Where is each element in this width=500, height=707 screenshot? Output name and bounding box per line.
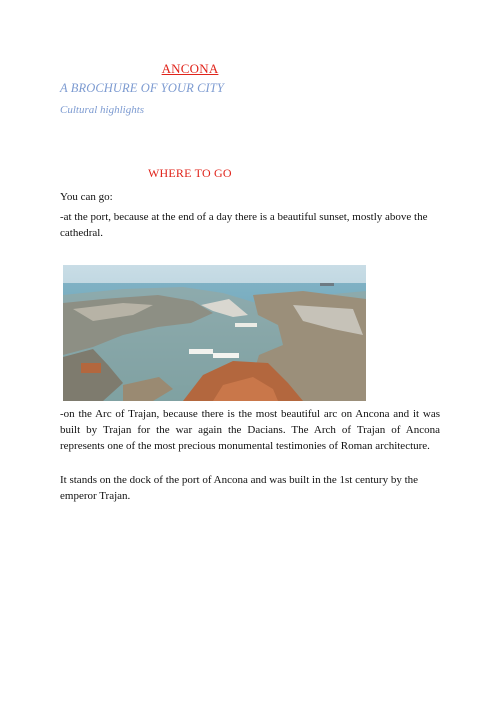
photo-credit: photo.tarazonafotografo.it	[416, 538, 422, 595]
ferry-ship-3	[235, 323, 257, 327]
where-to-go-heading: WHERE TO GO	[148, 166, 232, 180]
document-title	[0, 61, 500, 77]
port-aerial-illustration	[63, 265, 366, 401]
ferry-ship-2	[213, 353, 239, 358]
distant-ship	[320, 283, 334, 286]
ferry-ship-1	[189, 349, 213, 354]
document-title-text: ANCONA	[161, 61, 219, 76]
paragraph-port: -at the port, because at the end of a day there is a beautiful sunset, mostly above the cathedral.	[60, 211, 428, 239]
paragraph-intro: You can go:	[60, 191, 113, 203]
paragraph-dock-history: It stands on the dock of the port of Ancona and was built in the 1st century by the emperor Trajan.	[60, 474, 419, 502]
fortress-building	[81, 363, 101, 373]
section-label: Cultural highlights	[60, 104, 145, 116]
paragraph-arc-of-trajan: -on the Arc of Trajan, because there is the most beautiful arc on Ancona and it was built by Trajan for the war again the Dacians. The Arch of Trajan of Ancona represents one of the most precious monumental testimonies of Roman architecture.	[60, 408, 440, 452]
document-subtitle: A BROCHURE OF YOUR CITY	[60, 81, 224, 95]
